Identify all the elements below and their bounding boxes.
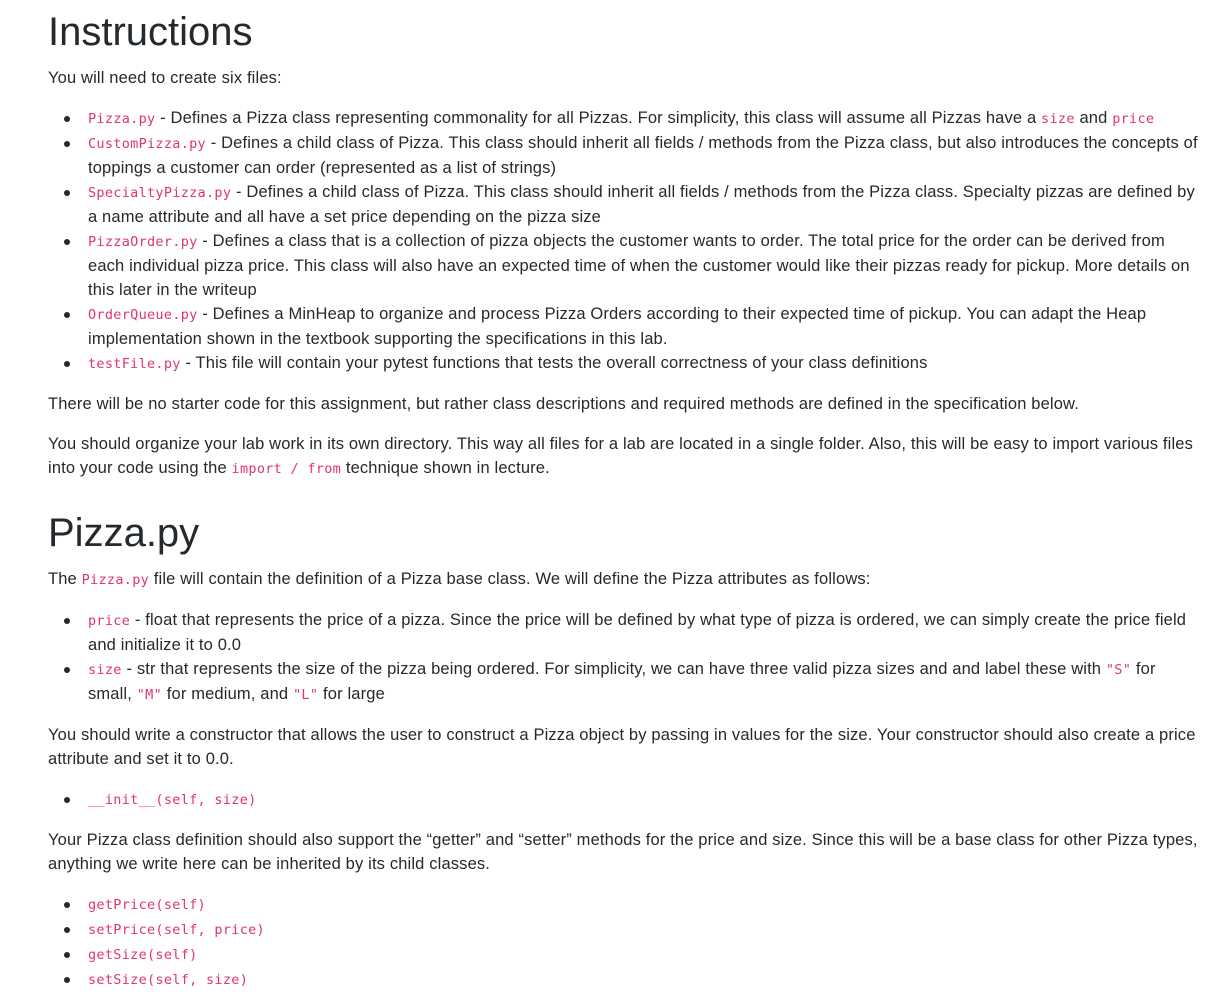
inline-code: "M" [136, 687, 163, 703]
file-name: SpecialtyPizza.py [88, 185, 232, 201]
document [48, 0, 1198, 992]
list-item [88, 967, 1198, 992]
file-description: - Defines a Pizza class representing commonality for all Pizzas. For simplicity, this class will assume all Pizzas have a [155, 109, 1042, 127]
attribute-name: size [88, 662, 122, 678]
pizza-heading: Pizza.py [48, 511, 200, 555]
method-signature: getPrice(self) [88, 897, 206, 913]
file-description: - Defines a child class of Pizza. This class should inherit all fields / methods from the Pizza class, but also introduces the concepts of toppings a customer can order (represented as a list of strings) [88, 134, 1198, 177]
inline-code: "S" [1105, 662, 1132, 678]
method-signature: setPrice(self, price) [88, 922, 265, 938]
constructor-paragraph: You should write a constructor that allows the user to construct a Pizza object by passing in values for the size. Your constructor should also create a price attribute and set it to 0.0. [48, 726, 1196, 768]
inline-code: import / from [231, 461, 342, 477]
list-item [88, 180, 1198, 229]
inline-code: size [1041, 111, 1075, 127]
inline-code: Pizza.py [81, 572, 150, 588]
list-item [88, 106, 1198, 131]
file-description: and [1074, 109, 1113, 127]
list-item [88, 302, 1198, 351]
attribute-name: price [88, 613, 131, 629]
getter-setter-paragraph: Your Pizza class definition should also support the “getter” and “setter” methods for the price and size. Since this will be a base class for other Pizza types, anything we write here can be inherited by its child classes. [48, 831, 1198, 873]
file-name: CustomPizza.py [88, 136, 206, 152]
organize-paragraph: You should organize your lab work in its own directory. This way all files for a lab are located in a single folder. Also, this will be easy to import various files into your code using the import / from technique shown in lecture. [48, 435, 1194, 477]
file-description: - Defines a child class of Pizza. This class should inherit all fields / methods from the Pizza class. Specialty pizzas are defined by a name attribute and all have a set price depending on the pizza size [88, 183, 1195, 226]
list-item [88, 229, 1198, 302]
pizza-intro: The Pizza.py file will contain the definition of a Pizza base class. We will define the Pizza attributes as follows: [48, 570, 871, 588]
file-description: - Defines a MinHeap to organize and process Pizza Orders according to their expected time of pickup. You can adapt the Heap implementation shown in the textbook supporting the specifications in this lab. [88, 305, 1147, 348]
inline-code: "L" [292, 687, 319, 703]
file-name: OrderQueue.py [88, 307, 198, 323]
file-name: PizzaOrder.py [88, 234, 198, 250]
inline-code: price [1112, 111, 1155, 127]
no-starter-paragraph: There will be no starter code for this assignment, but rather class descriptions and required methods are defined in the specification below. [48, 395, 1079, 413]
instructions-heading: Instructions [48, 10, 253, 54]
method-signature: setSize(self, size) [88, 972, 249, 988]
file-name: Pizza.py [88, 111, 156, 127]
file-name: testFile.py [88, 356, 181, 372]
file-description: - Defines a class that is a collection of pizza objects the customer wants to order. The total price for the order can be derived from each individual pizza price. This class will also have an expected time of when the customer would like their pizzas ready for pickup. More details on this later in the writeup [88, 232, 1190, 299]
list-item [88, 131, 1198, 180]
list-item [88, 787, 1198, 812]
constructor-list [48, 787, 1198, 812]
list-item [88, 351, 1198, 376]
instructions-intro: You will need to create six files: [48, 69, 282, 87]
methods-list [48, 892, 1198, 992]
list-item [88, 917, 1198, 942]
attributes-list [48, 608, 1198, 707]
method-signature: getSize(self) [88, 947, 198, 963]
list-item [88, 892, 1198, 917]
file-description: - This file will contain your pytest functions that tests the overall correctness of your class definitions [180, 354, 928, 372]
files-list [48, 106, 1198, 376]
list-item [88, 942, 1198, 967]
list-item: size - str that represents the size of the pizza being ordered. For simplicity, we can have three valid pizza sizes and and label these with "S" for small, "M" for medium, and "L" for large [88, 657, 1198, 707]
list-item: price - float that represents the price of a pizza. Since the price will be defined by what type of pizza is ordered, we can simply create the price field and initialize it to 0.0 [88, 608, 1198, 657]
method-signature: __init__(self, size) [88, 792, 257, 808]
